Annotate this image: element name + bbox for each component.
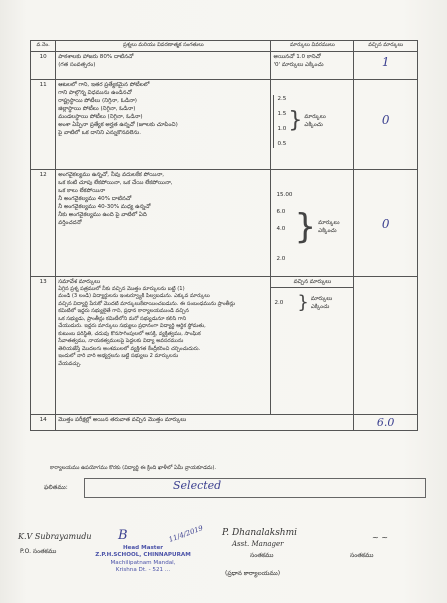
row-description <box>56 51 271 79</box>
table-row <box>31 169 418 276</box>
row-number: 14 <box>31 414 56 431</box>
row-description <box>56 276 271 414</box>
row-line: (గత సంవత్సరం) <box>58 61 96 68</box>
result-box <box>84 478 426 498</box>
row-line: వచ్చిన విద్యార్థి పేరుకో మొదటి మార్కులుకేటాయించబడును. ఈ సంబంధమును ప్రాంతీన్లు <box>58 300 236 307</box>
awarded-marks <box>354 276 418 414</box>
mark-value: 4.0 <box>276 225 286 232</box>
row-line: మొత్తం పరీక్షల్లో అయిన తరువాత వచ్చిన మొత్తం మార్కులు <box>58 416 187 423</box>
criteria-subheader: వచ్చిన మార్కులు <box>271 277 353 288</box>
signature-po-role: P.O. సంతకము <box>20 548 57 555</box>
marks-label: మార్కులు ఎక్కించు <box>310 295 333 310</box>
row-description <box>56 169 271 276</box>
row-criteria <box>271 169 354 276</box>
mark-value: 2.5 <box>277 95 287 102</box>
signature-office: (ప్రధాన కార్యాలయము) <box>225 570 281 577</box>
row-description <box>56 414 354 431</box>
row-line: ఆటలలో గాని, ఇతర ప్రత్యేకమైన పోటీలలో <box>58 81 150 88</box>
row-line: జిల్లాస్థాయి పోటీలు (నిగ్గినా, ఓడినా) <box>58 105 136 112</box>
table-row <box>31 414 418 431</box>
signature-scribble: B <box>118 528 128 543</box>
marks-values <box>273 95 286 148</box>
row-line: తెలియజేస్తే మొదలగు అంశములలో వ్యక్తిగత కేంద్రీకరించి చర్చించుదురు. <box>58 345 201 352</box>
result-value: Selected <box>173 479 222 492</box>
signature-dhanalakshmi: P. Dhanalakshmi <box>222 528 298 538</box>
row-line: వర్తించదనో <box>58 220 82 227</box>
header-no: వ.నెం. <box>31 41 56 52</box>
result-label: ఫలితము: <box>44 484 68 491</box>
row-line: పై వాటిలో ఒక దానిని ఎన్నుకొనవలెను. <box>58 130 142 137</box>
row-line: ఇందులో నారి వారి అభ్యర్తలను బట్టి సభ్యులు 2 మార్కులను <box>58 353 179 360</box>
mark-value: 2.0 <box>276 255 286 262</box>
row-line: అంగవైకల్యము ఉన్నచో, నీవు వదులకేక పోయినా, <box>58 171 165 178</box>
row-line: చేయుదురు. ఇద్దరు మార్కులు సభ్యులు ప్రధానంగా విద్యార్థి ఆర్థిక స్థోమతు, <box>58 323 206 330</box>
row-line: నీ అంగవైకల్యము 40-30% మధ్య ఉన్నచో <box>58 203 151 210</box>
brace-icon: } <box>288 108 303 134</box>
row-line: నీ అంగవైకల్యము 40% దాటినచో <box>58 195 132 202</box>
office-use-note: కార్యాలయము ఉపయోగము కొరకు (విద్యార్థి ఈ క్రింది ఖాళీలో ఏమీ వ్రాయకూడదు). <box>50 465 217 471</box>
row-line: వేయవచ్చు. <box>58 360 82 367</box>
row-line: నీకు అంగవైకల్యము ఉంది పై వాటిలో ఏది <box>58 212 147 219</box>
brace-icon: } <box>297 291 309 313</box>
row-line: పాఠశాలకు హాజరు 80% దాటినచో <box>58 53 134 60</box>
signature-date: 11/4/2019 <box>167 524 205 544</box>
mark-value: 15.00 <box>276 191 293 198</box>
awarded-marks: 0 <box>354 79 418 169</box>
mark-value: 6.0 <box>276 208 286 215</box>
signature-asst-manager: Asst. Manager <box>232 540 284 548</box>
row-criteria <box>271 51 354 79</box>
table-row <box>31 79 418 169</box>
mark-value: 2.0 <box>274 299 284 306</box>
awarded-marks: 0 <box>354 169 418 276</box>
row-line: అంశా ఏప్పినా ప్రత్యేక అర్హత ఉన్నచో (జూలకు చూపించి) <box>58 122 178 129</box>
row-number: 10 <box>31 51 56 79</box>
table-row <box>31 276 418 414</box>
row-line: ఒక సభ్యుడు, ప్రాంతీన్లు కమిటీలోని మరో సభ్యుడునూ కలిసి గాని <box>58 315 187 322</box>
mark-value: 1.5 <box>277 110 287 117</box>
row-criteria <box>271 79 354 169</box>
row-criteria <box>271 276 354 414</box>
row-number: 13 <box>31 276 56 414</box>
row-number: 11 <box>31 79 56 169</box>
table-header-row <box>31 41 418 52</box>
headmaster-stamp: Head Master Z.P.H.SCHOOL, CHINNAPURAM Machilipatnam Mandal, Krishna Dt. - 521 ... <box>95 545 191 573</box>
row-line: మండి (3 లండి) విద్యార్థులను ఇంటర్వ్యూకి పిల్వబడును. ఎక్కువ మార్కులు <box>58 293 210 300</box>
signature-role-2: సంతకము <box>350 552 374 559</box>
row-line: మండలస్థాయి పోటీలు (నిగ్గినా, ఓడినా) <box>58 113 143 120</box>
header-awarded: వచ్చిన మార్కులు <box>354 41 418 52</box>
brace-icon: } <box>294 206 317 247</box>
signature-role-1: సంతకము <box>250 552 274 559</box>
row-line: సేవాతత్వము, నాయకత్వములపై పెద్దలకు విద్యా అవసరమును <box>58 338 184 345</box>
marks-label: మార్కులు ఎక్కించు <box>304 114 326 129</box>
mark-value: 0.5 <box>277 140 287 147</box>
awarded-marks: 1 <box>354 51 418 79</box>
marks-values <box>273 191 292 263</box>
criteria-line: '0' మార్కులు ఎక్కించు <box>273 61 324 68</box>
row-line: ఒక కాలు లేకపోయినా <box>58 187 106 194</box>
row-line: ఏగ్గిన ప్రశ్న పత్రములో నీకు వచ్చిన మొత్తం మార్కులను బట్టి (1) <box>58 285 185 292</box>
total-marks: 6.0 <box>354 414 418 431</box>
table-row <box>31 51 418 79</box>
row-line: గాని పాల్గొన్న విధమును ఉండినచో <box>58 89 132 96</box>
row-line: కుటుంబ పరిస్థితి, చదువు కొనసాగింపులలో ఆసక్తి, వ్యక్తిత్వము, సాంఘిక <box>58 330 201 337</box>
row-description <box>56 79 271 169</box>
header-criteria: మార్కులు వివరములు <box>271 41 354 52</box>
header-item: ప్రశ్నలు మరియు వివరణాత్మక సంగతులు <box>56 41 271 52</box>
row-line: రాష్ట్రస్థాయి పోటీలు (నిగ్గినా, ఓడినా) <box>58 97 137 104</box>
criteria-line: అయినచో 1.0 కానిచో <box>273 53 321 60</box>
signature-po: K.V Subrayamudu <box>18 532 92 541</box>
signature-scrawl: ~ ~ <box>372 533 388 542</box>
mark-value: 1.0 <box>277 125 287 132</box>
row-line: కమిటిలో ఇద్దరు సభ్యులైతే గాని, ప్రధాన కార్యాలయముండి వచ్చిన <box>58 308 189 315</box>
marks-label: మార్కులు ఎక్కించు <box>318 219 340 234</box>
assessment-table <box>30 40 418 431</box>
row-number: 12 <box>31 169 56 276</box>
row-line: ఒక కంటి చూపు లేకపోయినా, ఒక చేయి లేకపోయినా, <box>58 179 173 186</box>
row-title: సమావేశ మార్కులు <box>58 278 101 285</box>
